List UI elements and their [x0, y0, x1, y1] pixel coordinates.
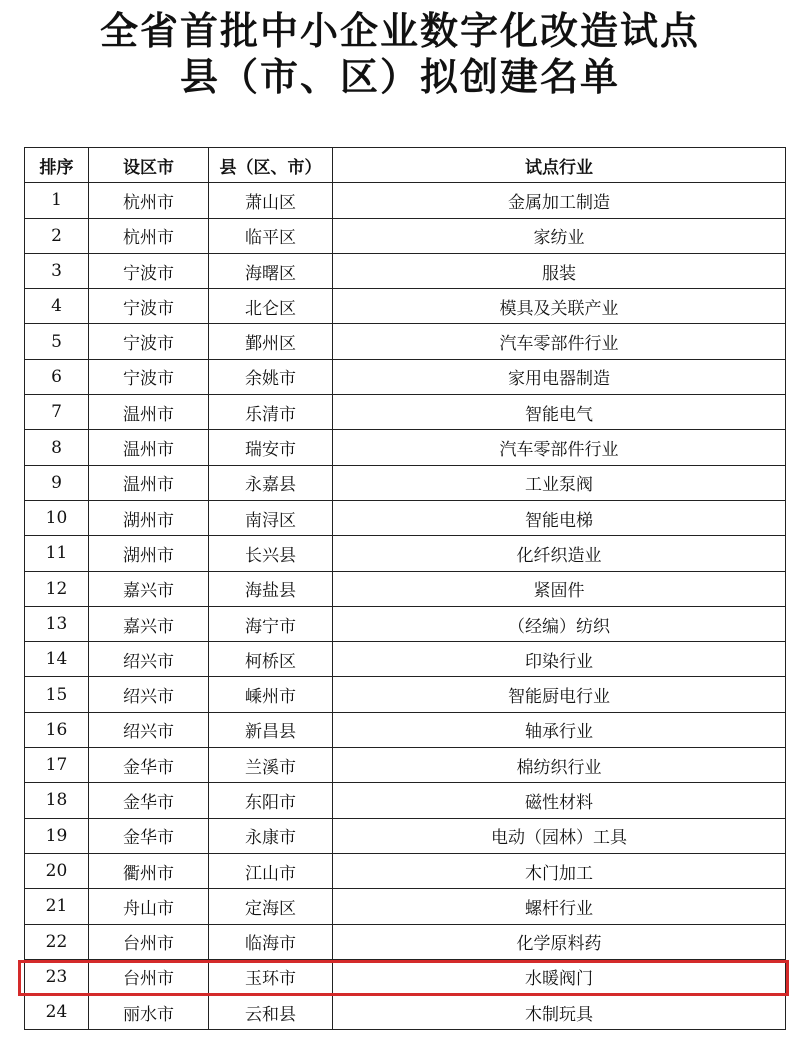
cell-rank: 3	[25, 253, 89, 288]
table-header-row	[25, 148, 786, 183]
table-row	[25, 924, 786, 959]
cell-rank: 13	[25, 606, 89, 641]
header-county: 县（区、市）	[209, 148, 333, 183]
cell-city: 湖州市	[89, 500, 209, 535]
cell-industry: 智能厨电行业	[333, 677, 786, 712]
cell-industry: 棉纺织行业	[333, 748, 786, 783]
cell-county: 南浔区	[209, 500, 333, 535]
table-row	[25, 959, 786, 994]
cell-rank: 11	[25, 536, 89, 571]
table-row	[25, 677, 786, 712]
table-row	[25, 253, 786, 288]
cell-county: 临海市	[209, 924, 333, 959]
document-title	[0, 0, 800, 100]
cell-industry: 磁性材料	[333, 783, 786, 818]
table-row	[25, 606, 786, 641]
cell-county: 北仑区	[209, 289, 333, 324]
cell-industry: 印染行业	[333, 642, 786, 677]
cell-rank: 7	[25, 395, 89, 430]
cell-rank: 19	[25, 818, 89, 853]
table-row	[25, 748, 786, 783]
cell-city: 绍兴市	[89, 712, 209, 747]
cell-county: 鄞州区	[209, 324, 333, 359]
cell-industry: 金属加工制造	[333, 183, 786, 218]
cell-industry: 服装	[333, 253, 786, 288]
table-row	[25, 359, 786, 394]
cell-city: 嘉兴市	[89, 571, 209, 606]
header-rank: 排序	[25, 148, 89, 183]
cell-rank: 9	[25, 465, 89, 500]
cell-industry: 木门加工	[333, 853, 786, 888]
cell-city: 杭州市	[89, 218, 209, 253]
table-row	[25, 818, 786, 853]
cell-industry: 智能电梯	[333, 500, 786, 535]
cell-city: 温州市	[89, 395, 209, 430]
cell-city: 杭州市	[89, 183, 209, 218]
cell-rank: 10	[25, 500, 89, 535]
cell-city: 宁波市	[89, 253, 209, 288]
cell-rank: 14	[25, 642, 89, 677]
cell-county: 永康市	[209, 818, 333, 853]
table-body	[25, 183, 786, 1030]
table-row	[25, 853, 786, 888]
cell-county: 柯桥区	[209, 642, 333, 677]
cell-county: 定海区	[209, 889, 333, 924]
cell-rank: 24	[25, 995, 89, 1030]
cell-county: 长兴县	[209, 536, 333, 571]
cell-city: 宁波市	[89, 289, 209, 324]
cell-county: 乐清市	[209, 395, 333, 430]
cell-county: 东阳市	[209, 783, 333, 818]
table-row	[25, 465, 786, 500]
cell-county: 嵊州市	[209, 677, 333, 712]
cell-county: 云和县	[209, 995, 333, 1030]
cell-county: 永嘉县	[209, 465, 333, 500]
cell-rank: 23	[25, 959, 89, 994]
cell-rank: 21	[25, 889, 89, 924]
cell-industry: 电动（园林）工具	[333, 818, 786, 853]
cell-industry: 工业泵阀	[333, 465, 786, 500]
cell-industry: 汽车零部件行业	[333, 430, 786, 465]
cell-city: 绍兴市	[89, 677, 209, 712]
cell-county: 萧山区	[209, 183, 333, 218]
cell-industry: 家纺业	[333, 218, 786, 253]
header-industry: 试点行业	[333, 148, 786, 183]
cell-rank: 8	[25, 430, 89, 465]
table-row	[25, 995, 786, 1030]
table-row	[25, 642, 786, 677]
table-row	[25, 500, 786, 535]
cell-industry: 化学原料药	[333, 924, 786, 959]
cell-county: 海盐县	[209, 571, 333, 606]
table-row	[25, 183, 786, 218]
cell-industry: 化纤织造业	[333, 536, 786, 571]
cell-city: 丽水市	[89, 995, 209, 1030]
cell-rank: 16	[25, 712, 89, 747]
cell-county: 玉环市	[209, 959, 333, 994]
cell-city: 宁波市	[89, 359, 209, 394]
cell-city: 台州市	[89, 959, 209, 994]
table-row	[25, 536, 786, 571]
pilot-list-table	[24, 147, 786, 1030]
cell-city: 金华市	[89, 818, 209, 853]
cell-city: 宁波市	[89, 324, 209, 359]
header-city: 设区市	[89, 148, 209, 183]
cell-county: 江山市	[209, 853, 333, 888]
cell-industry: 智能电气	[333, 395, 786, 430]
cell-city: 绍兴市	[89, 642, 209, 677]
table-row	[25, 571, 786, 606]
cell-industry: 紧固件	[333, 571, 786, 606]
cell-industry: 水暖阀门	[333, 959, 786, 994]
cell-rank: 15	[25, 677, 89, 712]
table-row	[25, 395, 786, 430]
cell-city: 湖州市	[89, 536, 209, 571]
cell-industry: 汽车零部件行业	[333, 324, 786, 359]
table-row	[25, 430, 786, 465]
cell-rank: 18	[25, 783, 89, 818]
cell-city: 衢州市	[89, 853, 209, 888]
title-line-1: 全省首批中小企业数字化改造试点	[99, 9, 700, 53]
table-row	[25, 783, 786, 818]
cell-county: 兰溪市	[209, 748, 333, 783]
cell-industry: 螺杆行业	[333, 889, 786, 924]
pilot-list-table-container	[24, 147, 785, 1030]
cell-industry: （经编）纺织	[333, 606, 786, 641]
cell-rank: 2	[25, 218, 89, 253]
cell-rank: 1	[25, 183, 89, 218]
cell-industry: 模具及关联产业	[333, 289, 786, 324]
cell-county: 海宁市	[209, 606, 333, 641]
cell-industry: 家用电器制造	[333, 359, 786, 394]
cell-rank: 17	[25, 748, 89, 783]
cell-city: 温州市	[89, 465, 209, 500]
cell-city: 舟山市	[89, 889, 209, 924]
cell-county: 临平区	[209, 218, 333, 253]
cell-rank: 6	[25, 359, 89, 394]
cell-city: 金华市	[89, 783, 209, 818]
cell-industry: 木制玩具	[333, 995, 786, 1030]
cell-city: 金华市	[89, 748, 209, 783]
table-row	[25, 218, 786, 253]
cell-county: 瑞安市	[209, 430, 333, 465]
cell-rank: 20	[25, 853, 89, 888]
cell-county: 海曙区	[209, 253, 333, 288]
cell-rank: 5	[25, 324, 89, 359]
table-row	[25, 889, 786, 924]
cell-county: 新昌县	[209, 712, 333, 747]
cell-county: 余姚市	[209, 359, 333, 394]
table-row	[25, 324, 786, 359]
cell-rank: 12	[25, 571, 89, 606]
cell-city: 台州市	[89, 924, 209, 959]
cell-city: 嘉兴市	[89, 606, 209, 641]
cell-city: 温州市	[89, 430, 209, 465]
cell-rank: 22	[25, 924, 89, 959]
title-line-2: 县（市、区）拟创建名单	[179, 55, 620, 99]
cell-industry: 轴承行业	[333, 712, 786, 747]
table-row	[25, 712, 786, 747]
cell-rank: 4	[25, 289, 89, 324]
table-row	[25, 289, 786, 324]
